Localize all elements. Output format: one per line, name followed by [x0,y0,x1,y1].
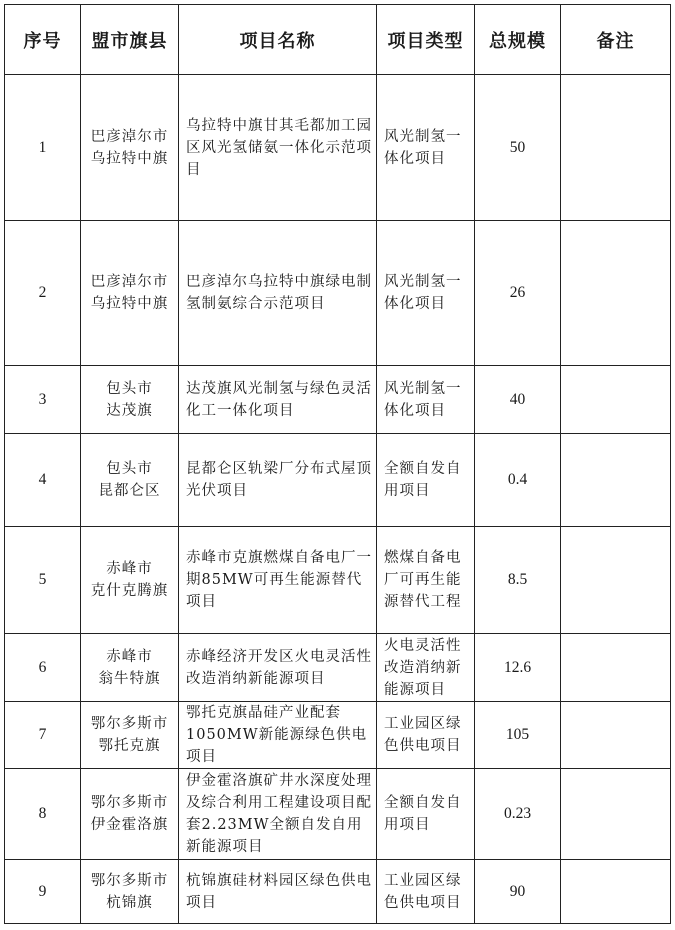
row-scale-text: 0.4 [507,471,528,488]
row-project-name [179,366,377,434]
row-region-city: 包头市 [106,380,153,397]
row-scale-text: 8.5 [507,571,528,588]
row-project-name-text: 达茂旗风光制氢与绿色灵活化工一体化项目 [186,380,372,419]
row-index [5,769,81,860]
table-row [5,769,671,860]
row-index-text: 8 [38,805,47,822]
row-region-city: 巴彦淖尔市 [90,128,169,145]
row-region-county: 杭锦旗 [106,894,153,911]
row-project-type [377,860,475,924]
row-project-type [377,221,475,366]
row-scale [475,527,561,634]
row-scale [475,769,561,860]
header-row [5,5,671,75]
row-index-text: 6 [38,658,47,676]
row-project-name [179,769,377,860]
row-region-county: 伊金霍洛旗 [90,817,169,833]
row-remark [561,527,671,634]
row-scale [475,634,561,702]
row-region-city: 鄂尔多斯市 [90,795,169,811]
row-index-text: 9 [38,882,47,900]
row-project-name-text: 昆都仑区轨梁厂分布式屋顶光伏项目 [186,461,372,499]
table-row [5,634,671,702]
row-region [81,634,179,702]
row-region-city: 巴彦淖尔市 [90,274,169,290]
row-index-text: 7 [38,726,47,743]
row-region-county: 乌拉特中旗 [90,296,169,312]
row-project-type [377,527,475,634]
row-project-name-text: 乌拉特中旗甘其毛都加工园区风光氢储氨一体化示范项目 [186,117,372,178]
row-project-type [377,634,475,702]
table-row [5,366,671,434]
row-region-county: 乌拉特中旗 [90,150,169,167]
row-scale-text: 26 [509,284,526,301]
row-region-city: 包头市 [106,461,153,477]
row-index [5,860,81,924]
row-scale [475,434,561,527]
row-project-type-text: 全额自发自用项目 [384,461,462,499]
row-project-type-text: 风光制氢一体化项目 [384,274,462,312]
row-index [5,434,81,527]
row-index [5,366,81,434]
row-project-name [179,434,377,527]
row-scale-text: 12.6 [503,658,532,676]
row-region-county: 达茂旗 [106,402,153,419]
row-region [81,366,179,434]
row-remark [561,221,671,366]
row-index [5,702,81,769]
row-project-name [179,634,377,702]
table-row [5,434,671,527]
row-index-text: 1 [38,138,47,156]
row-project-name [179,702,377,769]
row-project-name-text: 巴彦淖尔乌拉特中旗绿电制氢制氨综合示范项目 [186,274,372,312]
row-region [81,769,179,860]
row-remark [561,75,671,221]
row-remark [561,860,671,924]
row-remark [561,434,671,527]
row-scale [475,75,561,221]
row-project-type-text: 全额自发自用项目 [384,795,462,833]
row-project-name [179,860,377,924]
row-project-name-text: 赤峰市克旗燃煤自备电厂一期85MW可再生能源替代项目 [186,550,372,610]
row-project-name [179,221,377,366]
project-table [4,4,671,924]
row-project-type-text: 火电灵活性改造消纳新能源项目 [384,637,462,698]
row-project-type-text: 工业园区绿色供电项目 [384,716,462,754]
row-scale [475,860,561,924]
row-project-name-text: 鄂托克旗晶硅产业配套1050MW新能源绿色供电项目 [186,705,368,765]
row-region-county: 鄂托克旗 [98,738,161,754]
row-scale-text: 50 [509,138,526,156]
row-project-name-text: 杭锦旗硅材料园区绿色供电项目 [186,872,372,911]
row-region [81,860,179,924]
table-row [5,75,671,221]
row-scale [475,366,561,434]
row-project-type-text: 风光制氢一体化项目 [384,380,462,419]
row-index-text: 5 [38,571,47,588]
row-project-name [179,75,377,221]
row-project-type [377,75,475,221]
row-scale-text: 90 [509,882,526,900]
row-region-city: 鄂尔多斯市 [90,716,169,732]
row-region [81,75,179,221]
row-index [5,221,81,366]
header-region: 盟市旗县 [81,5,179,75]
row-project-type-text: 风光制氢一体化项目 [384,128,462,167]
row-index [5,75,81,221]
row-region-county: 昆都仑区 [98,483,161,499]
row-scale [475,702,561,769]
row-region-county: 翁牛特旗 [98,670,161,687]
row-region-city: 鄂尔多斯市 [90,872,169,889]
row-project-type [377,702,475,769]
row-region-city: 赤峰市 [106,648,153,665]
header-name: 项目名称 [179,5,377,75]
row-index-text: 3 [38,390,47,408]
row-index-text: 4 [38,471,47,488]
row-project-type-text: 燃煤自备电厂可再生能源替代工程 [384,550,462,610]
row-scale-text: 0.23 [503,805,532,822]
header-scale: 总规模 [475,5,561,75]
row-project-type [377,769,475,860]
row-scale-text: 105 [505,726,530,743]
row-index-text: 2 [38,284,47,301]
row-project-type [377,366,475,434]
row-remark [561,702,671,769]
row-project-name-text: 伊金霍洛旗矿井水深度处理及综合利用工程建设项目配套2.23MW全额自发自用新能源项目 [186,773,372,855]
row-scale-text: 40 [509,390,526,408]
row-project-type-text: 工业园区绿色供电项目 [384,872,462,911]
row-remark [561,366,671,434]
table-row [5,221,671,366]
header-type: 项目类型 [377,5,475,75]
table-row [5,702,671,769]
header-index: 序号 [5,5,81,75]
row-scale [475,221,561,366]
row-index [5,634,81,702]
row-region [81,434,179,527]
row-region [81,702,179,769]
row-region [81,527,179,634]
row-index [5,527,81,634]
row-project-type [377,434,475,527]
row-region [81,221,179,366]
header-remark: 备注 [561,5,671,75]
row-region-county: 克什克腾旗 [90,583,169,599]
row-remark [561,769,671,860]
table-row [5,527,671,634]
row-project-name-text: 赤峰经济开发区火电灵活性改造消纳新能源项目 [186,648,372,687]
row-project-name [179,527,377,634]
table-row [5,860,671,924]
row-region-city: 赤峰市 [106,561,153,577]
row-remark [561,634,671,702]
